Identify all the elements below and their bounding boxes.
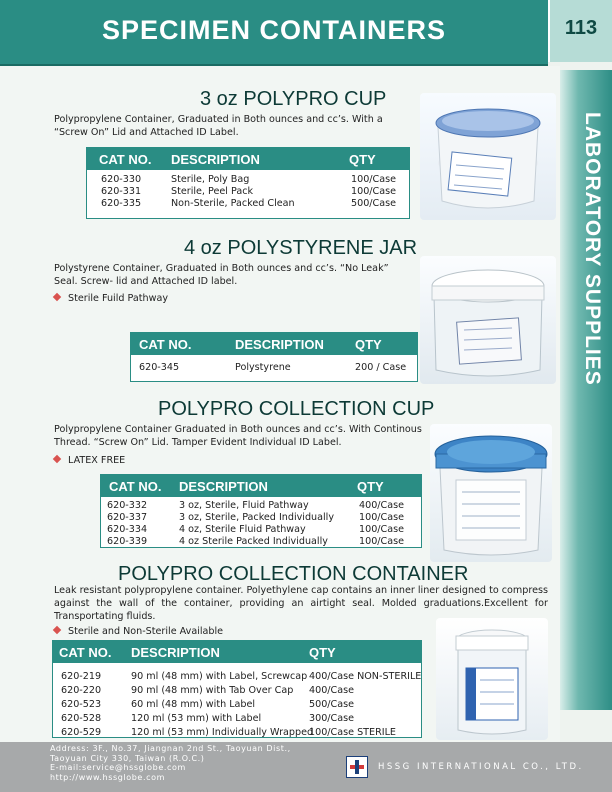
cell-cat-no: 620-335	[101, 198, 142, 209]
cell-description: 60 ml (48 mm) with Label	[131, 699, 256, 710]
cell-description: 4 oz Sterile Packed Individually	[179, 536, 328, 547]
table-row	[53, 727, 421, 741]
col-description: DESCRIPTION	[179, 479, 268, 494]
address-line: Taoyuan City 330, Taiwan (R.O.C.)	[50, 753, 205, 763]
product-table-polypro-collection-cup	[100, 474, 422, 548]
feature-bullet	[54, 293, 168, 304]
cell-qty: 300/Case	[309, 713, 355, 724]
company-address	[50, 744, 291, 782]
cell-cat-no: 620-345	[139, 362, 180, 373]
section-title-4oz-polystyrene-jar: 4 oz POLYSTYRENE JAR	[184, 237, 418, 259]
page-header	[0, 0, 548, 66]
cell-cat-no: 620-337	[107, 512, 148, 523]
product-table-polypro-collection-container	[52, 640, 422, 738]
cell-qty: 400/Case	[309, 685, 355, 696]
product-photo-polypro-collection-cup	[430, 424, 552, 562]
table-row	[53, 671, 421, 685]
cell-description: Non-Sterile, Packed Clean	[171, 198, 295, 209]
cell-cat-no: 620-332	[107, 500, 148, 511]
col-qty: QTY	[349, 152, 376, 167]
email-line: E-mail:service@hssglobe.com	[50, 763, 186, 772]
cell-cat-no: 620-528	[61, 713, 102, 724]
cell-cat-no: 620-330	[101, 174, 142, 185]
col-qty: QTY	[309, 645, 336, 660]
cell-qty: 200 / Case	[355, 362, 407, 373]
cell-qty: 100/Case	[359, 524, 405, 535]
cell-qty: 100/Case	[359, 512, 405, 523]
sidebar-label: LABORATORY SUPPLIES	[581, 112, 604, 386]
cell-qty: 100/Case STERILE	[309, 727, 396, 738]
cell-qty: 100/Case	[351, 174, 397, 185]
cell-description: 90 ml (48 mm) with Label, Screwcap	[131, 671, 308, 682]
cell-description: Sterile, Poly Bag	[171, 174, 250, 185]
table-header	[53, 641, 421, 663]
table-row	[101, 524, 421, 536]
table-header	[101, 475, 421, 497]
bullet-diamond-icon	[53, 293, 61, 301]
cell-description: 120 ml (53 mm) with Label	[131, 713, 262, 724]
feature-bullet	[54, 626, 223, 637]
cell-cat-no: 620-331	[101, 186, 142, 197]
cell-qty: 100/Case	[359, 536, 405, 547]
section-description-polypro-collection-container: Leak resistant polypropylene container. Polyethylene cap contains an inner liner designed to compress against the wall of the container, providing an airtight seal. Molded graduations.Excellent for Transportating fluids.	[54, 585, 548, 622]
cell-qty: 500/Case	[351, 198, 397, 209]
cell-qty: 500/Case	[309, 699, 355, 710]
section-title-polypro-collection-container: POLYPRO COLLECTION CONTAINER	[118, 563, 469, 585]
table-row	[101, 500, 421, 512]
table-row	[87, 198, 409, 210]
col-qty: QTY	[357, 479, 384, 494]
bullet-diamond-icon	[53, 626, 61, 634]
section-title-polypro-collection-cup: POLYPRO COLLECTION CUP	[158, 398, 435, 420]
product-table-4oz-polystyrene-jar	[130, 332, 418, 382]
address-line: Address: 3F., No.37, Jiangnan 2nd St., Taoyuan Dist.,	[50, 744, 291, 753]
product-table-3oz-polypro-cup	[86, 147, 410, 219]
bullet-text: Sterile and Non-Sterile Available	[68, 626, 224, 637]
table-row	[53, 713, 421, 727]
table-header	[131, 333, 417, 355]
company-logo-icon	[346, 756, 368, 778]
feature-bullet	[54, 455, 125, 466]
col-description: DESCRIPTION	[235, 337, 324, 352]
table-row	[87, 186, 409, 198]
cell-description: 120 ml (53 mm) Individually Wrapped	[131, 727, 314, 738]
page-title: SPECIMEN CONTAINERS	[101, 15, 447, 45]
col-description: DESCRIPTION	[131, 645, 220, 660]
cell-qty: 100/Case	[351, 186, 397, 197]
cell-cat-no: 620-523	[61, 699, 102, 710]
col-cat-no: CAT NO.	[99, 152, 152, 167]
section-description-4oz-polystyrene-jar: Polystyrene Container, Graduated in Both ounces and cc’s. “No Leak” Seal. Screw- lid and Attached ID label.	[54, 263, 389, 287]
table-row	[87, 174, 409, 186]
col-cat-no: CAT NO.	[109, 479, 162, 494]
table-row	[101, 536, 421, 548]
cell-cat-no: 620-339	[107, 536, 148, 547]
col-description: DESCRIPTION	[171, 152, 260, 167]
section-description-polypro-collection-cup: Polypropylene Container Graduated in Both ounces and cc’s. With Continous Thread. “Screw On” Lid. Tamper Evident Individual ID Label.	[54, 424, 422, 448]
product-photo-3oz-polypro-cup	[420, 93, 556, 220]
product-photo-polypro-collection-container	[436, 618, 548, 740]
bullet-text: Sterile Fuild Pathway	[68, 293, 169, 304]
table-header	[87, 148, 409, 170]
website-line: http://www.hssglobe.com	[50, 772, 165, 782]
cell-description: Polystyrene	[235, 362, 291, 373]
cell-cat-no: 620-529	[61, 727, 102, 738]
section-description-3oz-polypro-cup: Polypropylene Container, Graduated in Both ounces and cc’s. With a “Screw On” Lid and Attached ID Label.	[54, 114, 383, 138]
section-title-3oz-polypro-cup: 3 oz POLYPRO CUP	[200, 88, 387, 110]
cell-description: 4 oz, Sterile Fluid Pathway	[179, 524, 306, 535]
page-number: 113	[564, 17, 598, 39]
cell-description: 3 oz, Sterile, Packed Individually	[179, 512, 335, 523]
cell-description: Sterile, Peel Pack	[171, 186, 254, 197]
company-name: HSSG INTERNATIONAL CO., LTD.	[378, 762, 584, 772]
table-row	[101, 512, 421, 524]
table-row	[53, 699, 421, 713]
cell-cat-no: 620-219	[61, 671, 102, 682]
table-row	[53, 685, 421, 699]
cell-description: 90 ml (48 mm) with Tab Over Cap	[131, 685, 294, 696]
cell-qty: 400/Case	[359, 500, 405, 511]
cell-description: 3 oz, Sterile, Fluid Pathway	[179, 500, 309, 511]
bullet-diamond-icon	[53, 455, 61, 463]
col-qty: QTY	[355, 337, 382, 352]
bullet-text: LATEX FREE	[68, 455, 126, 466]
page-number-box	[548, 0, 612, 62]
table-row	[131, 362, 417, 374]
cell-cat-no: 620-334	[107, 524, 148, 535]
product-photo-4oz-polystyrene-jar	[420, 256, 556, 384]
cell-cat-no: 620-220	[61, 685, 102, 696]
col-cat-no: CAT NO.	[139, 337, 192, 352]
cell-qty: 400/Case NON-STERILE	[309, 671, 422, 682]
col-cat-no: CAT NO.	[59, 645, 112, 660]
